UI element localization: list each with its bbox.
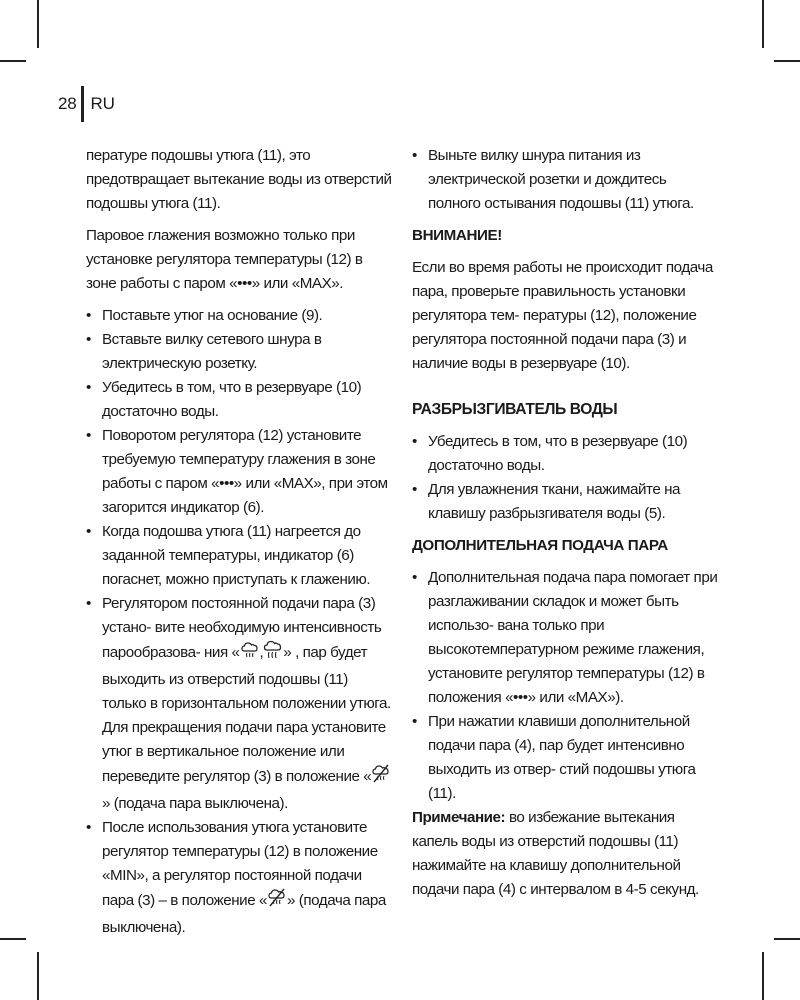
- left-paragraph-1: пературе подошвы утюга (11), это предотвращает вытекание воды из отверстий подошвы утюга (11).: [86, 147, 392, 212]
- page-number: 28: [58, 94, 77, 113]
- list-item: • Выньте вилку шнура питания из электрической розетки и дождитесь полного остывания подошвы (11) утюга.: [412, 144, 722, 216]
- list-item: • Для увлажнения ткани, нажимайте на клавишу разбрызгивателя воды (5).: [412, 478, 722, 526]
- list-item-after-use: [86, 816, 392, 940]
- list-item-steam-regulator: [86, 592, 392, 816]
- list-item: • Поворотом регулятора (12) установите требуемую температуру глажения в зоне работы с паром «•••» или «MAX», при этом загорится индикатор (6).: [86, 424, 392, 520]
- attention-text: Если во время работы не происходит подача пара, проверьте правильность установки регулятора тем- пературы (12), положение регулятора постоянной подачи пара (3) и наличие воды в резервуаре (10).: [412, 259, 713, 372]
- right-column: [412, 144, 722, 902]
- language-label: RU: [90, 94, 115, 113]
- boost-list: [412, 566, 722, 806]
- bullet7-text-2: » (подача пара выключена).: [102, 892, 386, 936]
- crop-mark-top-left-h: [0, 60, 26, 62]
- list-item: • Убедитесь в том, что в резервуаре (10) достаточно воды.: [86, 376, 392, 424]
- crop-mark-top-right-h: [774, 60, 800, 62]
- crop-mark-bottom-left-h: [0, 938, 26, 940]
- boost-heading: ДОПОЛНИТЕЛЬНАЯ ПОДАЧА ПАРА: [412, 537, 668, 554]
- header-divider: [81, 86, 84, 122]
- crop-mark-bottom-right-h: [774, 938, 800, 940]
- steam-off-icon: [371, 764, 391, 792]
- steam-cloud-small-icon: [240, 640, 260, 668]
- bullet6-separator: ,: [259, 644, 264, 661]
- list-item: • Вставьте вилку сетевого шнура в электрическую розетку.: [86, 328, 392, 376]
- steam-cloud-large-icon: [263, 640, 283, 668]
- list-item: • При нажатии клавиши дополнительной подачи пара (4), пар будет интенсивно выходить из отвер- стий подошвы утюга (11).: [412, 710, 722, 806]
- right-top-list: [412, 144, 722, 216]
- list-item: • Убедитесь в том, что в резервуаре (10) достаточно воды.: [412, 430, 722, 478]
- bullet7-text-1: После использования утюга установите регулятор температуры (12) в положение «MIN», а регулятор постоянной подачи пара (3) – в положение «: [102, 819, 378, 909]
- bullet6-text-3: » (подача пара выключена).: [102, 795, 288, 812]
- attention-heading: ВНИМАНИЕ!: [412, 227, 502, 244]
- list-item: • Поставьте утюг на основание (9).: [86, 304, 392, 328]
- sprayer-heading: РАЗБРЫЗГИВАТЕЛЬ ВОДЫ: [412, 401, 618, 418]
- list-item: • Когда подошва утюга (11) нагреется до заданной температуры, индикатор (6) погаснет, можно приступать к глажению.: [86, 520, 392, 592]
- sprayer-list: [412, 430, 722, 526]
- note-paragraph: [412, 806, 722, 902]
- note-text: во избежание вытекания капель воды из отверстий подошвы (11) нажимайте на клавишу дополнительной подачи пара (4) с интервалом в 4-5 секунд.: [412, 809, 699, 898]
- crop-mark-bottom-left: [37, 952, 39, 1000]
- bullet6-text-1: Регулятором постоянной подачи пара (3) устано- вите необходимую интенсивность парообразова- ния «: [102, 595, 382, 661]
- left-column: [86, 144, 392, 940]
- left-bullet-list: [86, 304, 392, 940]
- page-header: [58, 86, 115, 122]
- left-paragraph-2: Паровое глажения возможно только при установке регулятора температуры (12) в зоне работы с паром «•••» или «MAX».: [86, 227, 363, 292]
- crop-mark-top-left: [37, 0, 39, 48]
- crop-mark-bottom-right: [762, 952, 764, 1000]
- bullet6-text-2: » , пар будет выходить из отверстий подошвы (11) только в горизонтальном положении утюга. Для прекращения подачи пара установите утюг в вертикальное положение или переведите регулятор (3) в положение «: [102, 644, 391, 785]
- list-item: • Дополнительная подача пара помогает при разглаживании складок и может быть использо- вана только при высокотемпературном режиме глажения, установите регулятор температуры (12) в положения «•••» или «MAX»).: [412, 566, 722, 710]
- steam-off-icon: [267, 888, 287, 916]
- crop-mark-top-right: [762, 0, 764, 48]
- note-label: Примечание:: [412, 809, 506, 826]
